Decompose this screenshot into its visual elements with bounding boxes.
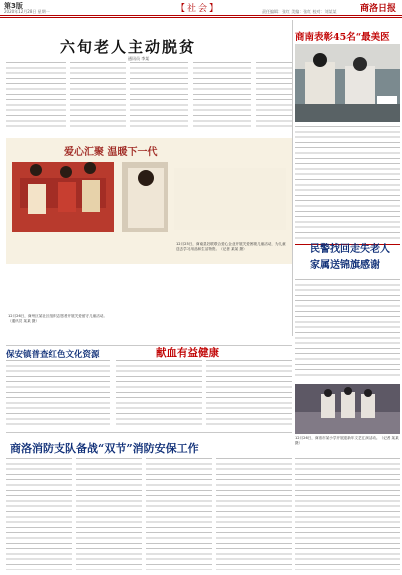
- right-bottom-caption: 12月26日，商洛市某小学开展迎新年文艺汇演活动。（记者 某某 摄）: [295, 436, 399, 445]
- left-photo-caption: 12月26日，商州区某社区组织志愿者开展关爱留守儿童活动。（通讯员 某某 摄）: [8, 314, 107, 323]
- right-top-text: [295, 126, 400, 241]
- main-article-col-5: [256, 62, 292, 130]
- bottom-divider: [6, 432, 292, 433]
- newspaper-name: 商洛日报: [359, 4, 396, 14]
- editor-credits: 责任编辑：张红 美编：张红 校对：刘某某: [262, 9, 337, 14]
- right-bottom-text: [295, 458, 400, 570]
- photo-caption: 12月25日，商南县妇联联合爱心企业开展关爱困境儿童活动，为儿童送去学习用品和生活物资。（记者 某某 摄）: [176, 242, 286, 251]
- bottom-left-text: [6, 360, 110, 428]
- bottom-left-title: 保安镇普查红色文化资源: [6, 350, 100, 360]
- main-article-col-3: [130, 62, 188, 130]
- bottom-main-col-4: [216, 458, 292, 570]
- main-article-byline: 通讯员 李某: [128, 56, 150, 61]
- bottom-main-col-3: [146, 458, 212, 570]
- right-mid-text: [295, 279, 400, 378]
- photo-banner-title: 爱心汇聚 温暖下一代: [64, 147, 158, 158]
- header-rule: [0, 17, 402, 18]
- column-divider: [292, 20, 293, 336]
- main-article-col-4: [193, 62, 251, 130]
- main-article-title: 六旬老人主动脱贫: [60, 38, 197, 56]
- right-mid-title-2: 家属送锦旗感谢: [310, 260, 380, 271]
- bottom-main-col-1: [6, 458, 72, 570]
- right-top-title: 商南表彰45名“最美医: [295, 32, 390, 43]
- bottom-main-title: 商洛消防支队备战“双节”消防安保工作: [10, 442, 199, 455]
- bottom-mid-text-1: [116, 360, 202, 428]
- section-label: 【社会】: [176, 4, 221, 14]
- page-number: 第3版: [4, 2, 23, 10]
- right-mid-title-1: 民警找回走失老人: [310, 244, 390, 255]
- mid-divider: [6, 345, 292, 346]
- right-bottom-photo: [295, 384, 400, 434]
- issue-date: 2020年12月28日 星期一: [4, 9, 50, 14]
- right-top-photo: [295, 44, 400, 122]
- main-article-col-1: [6, 62, 66, 130]
- main-article-col-2: [70, 62, 126, 130]
- bottom-mid-text-2: [206, 360, 292, 428]
- bottom-mid-title: 献血有益健康: [156, 347, 219, 359]
- bottom-main-col-2: [76, 458, 142, 570]
